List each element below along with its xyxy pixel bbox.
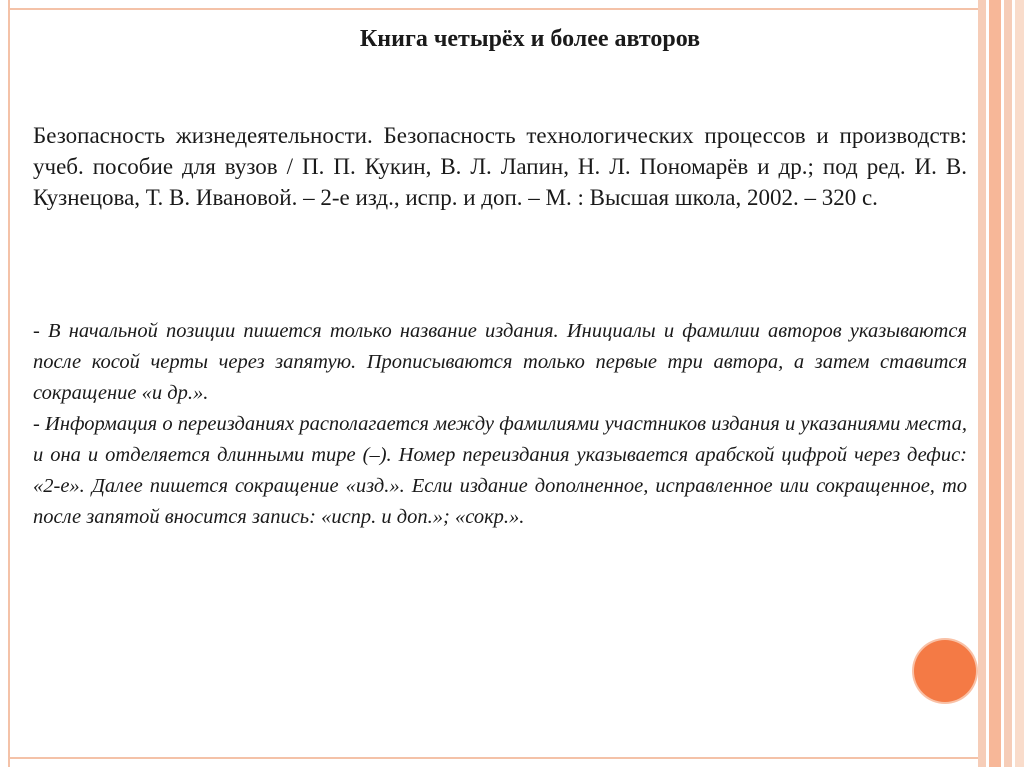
slide-title: Книга четырёх и более авторов (359, 26, 701, 52)
bibliographic-reference: Безопасность жизнедеятельности. Безопасность технологических процессов и производств: учеб. пособие для вузов / П. П. Кукин, В. Л. Лапин, Н. Л. Пономарёв и др.; под ред. И. В. Кузнецова, Т. В. Ивановой. – 2-е изд., испр. и доп. – М. : Высшая школа, 2002. – 320 с. (33, 123, 967, 210)
stripe (978, 0, 986, 767)
stripe (1015, 0, 1024, 767)
decorative-stripes (978, 0, 1024, 767)
stripe (1004, 0, 1012, 767)
note-paragraph: - Информация о переизданиях располагается между фамилиями участников издания и указаниями места, и она и отделяется длинными тире (–). Номер переиздания указывается арабской цифрой через дефис: «2-е». Далее пишется сокращение «изд.». Если издание дополненное, исправленное или сокращенное, то после запятой вносится запись: «испр. и доп.»; «сокр.». (33, 413, 967, 528)
frame-top-line (8, 8, 978, 10)
note-paragraph: - В начальной позиции пишется только название издания. Инициалы и фамилии авторов указываются после косой черты через запятую. Прописываются только первые три автора, а затем ставится сокращение «и др.». (33, 320, 967, 404)
stripe (989, 0, 1001, 767)
frame-bottom-line (8, 757, 978, 759)
frame-left-line (8, 0, 10, 767)
decorative-circle (914, 640, 976, 702)
explanation-notes (33, 316, 967, 533)
